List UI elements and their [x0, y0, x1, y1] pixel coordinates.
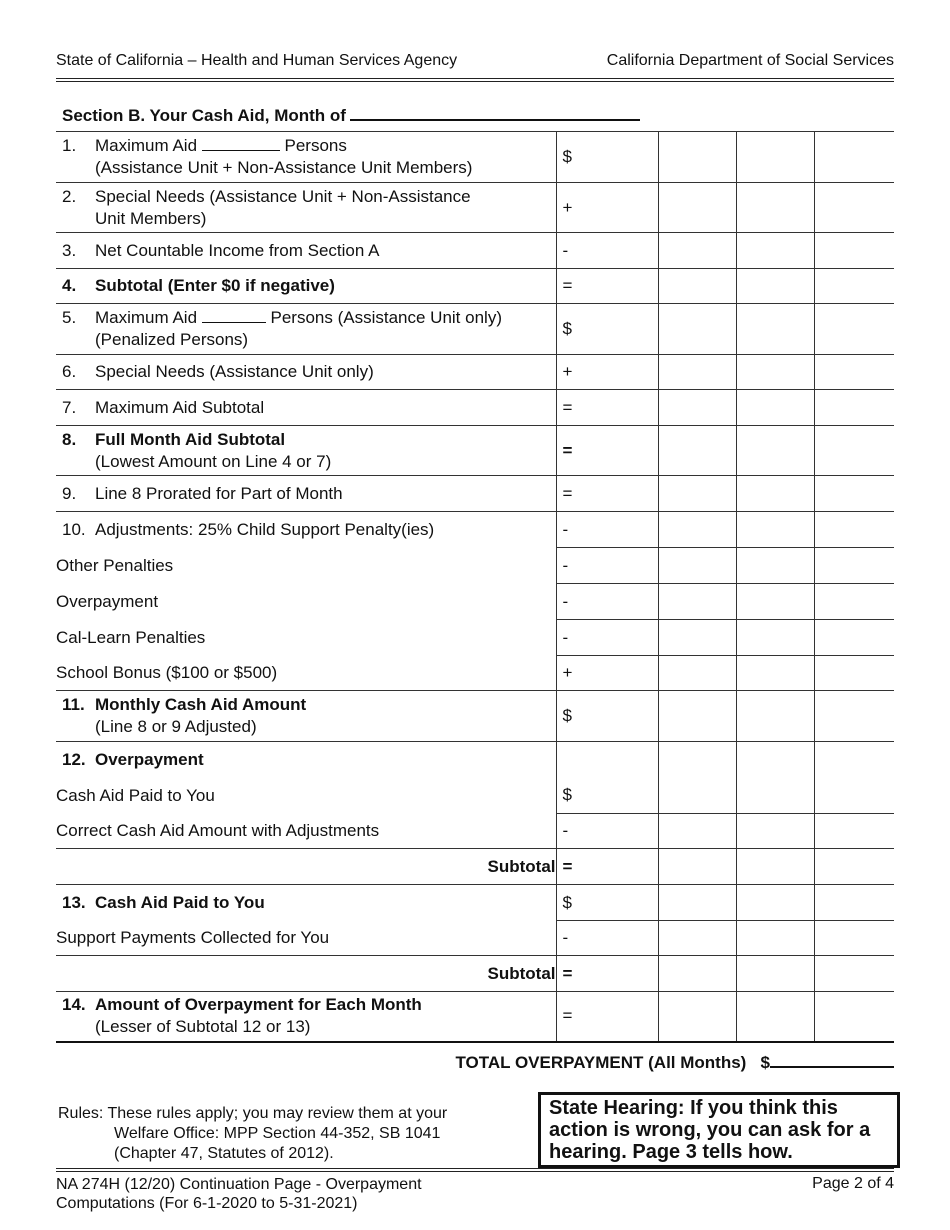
table-row: Cal-Learn Penalties -	[56, 620, 894, 656]
table-row: 3. Net Countable Income from Section A -	[56, 233, 894, 269]
total-overpayment-blank[interactable]	[770, 1050, 894, 1068]
header-rule	[56, 78, 894, 82]
table-row: 8. Full Month Aid Subtotal (Lowest Amount on Line 4 or 7) =	[56, 426, 894, 476]
rules-text: Rules: These rules apply; you may review them at your Welfare Office: MPP Section 44-352, SB 1041 (Chapter 47, Statutes of 2012).	[58, 1105, 448, 1162]
table-row: Support Payments Collected for You -	[56, 921, 894, 956]
table-row: Overpayment -	[56, 584, 894, 620]
agency-name: State of California – Health and Human Services Agency	[56, 52, 458, 69]
cash-aid-table	[56, 131, 894, 1043]
table-row: Correct Cash Aid Amount with Adjustments -	[56, 814, 894, 849]
persons-blank[interactable]	[202, 136, 280, 151]
state-hearing-notice: State Hearing: If you think this action is wrong, you can ask for a hearing. Page 3 tells how.	[538, 1092, 900, 1168]
table-row: 2. Special Needs (Assistance Unit + Non-Assistance Unit Members) +	[56, 183, 894, 233]
month-blank[interactable]	[350, 103, 640, 121]
table-row: 11. Monthly Cash Aid Amount (Line 8 or 9 Adjusted) $	[56, 691, 894, 742]
table-row: 7. Maximum Aid Subtotal =	[56, 390, 894, 426]
table-row: School Bonus ($100 or $500) +	[56, 656, 894, 691]
total-overpayment	[56, 1050, 894, 1073]
table-row: 13. Cash Aid Paid to You $	[56, 885, 894, 921]
section-title: Section B. Your Cash Aid, Month of	[62, 103, 640, 126]
dollar-sign: $	[760, 1053, 770, 1072]
table-row: Other Penalties -	[56, 548, 894, 584]
table-row: 10. Adjustments: 25% Child Support Penalty(ies) -	[56, 512, 894, 548]
department-name: California Department of Social Services	[606, 52, 894, 69]
table-row: Subtotal =	[56, 849, 894, 885]
total-overpayment-label: TOTAL OVERPAYMENT (All Months)	[455, 1053, 747, 1072]
penalized-persons-blank[interactable]	[202, 308, 266, 323]
footer-rule	[56, 1168, 894, 1172]
table-row: 14. Amount of Overpayment for Each Month (Lesser of Subtotal 12 or 13) =	[56, 992, 894, 1042]
table-row: 1. Maximum Aid Persons (Assistance Unit + Non-Assistance Unit Members) $	[56, 132, 894, 183]
table-row: 12. Overpayment	[56, 742, 894, 778]
table-row: 4. Subtotal (Enter $0 if negative) =	[56, 269, 894, 304]
table-row: 9. Line 8 Prorated for Part of Month =	[56, 476, 894, 512]
table-row: 6. Special Needs (Assistance Unit only) +	[56, 355, 894, 390]
form-identifier: NA 274H (12/20) Continuation Page - Overpayment Computations (For 6-1-2020 to 5-31-2021)	[56, 1176, 422, 1212]
table-row: 5. Maximum Aid Persons (Assistance Unit only) (Penalized Persons) $	[56, 304, 894, 355]
table-row: Subtotal =	[56, 956, 894, 992]
page-header	[56, 52, 894, 70]
table-row: Cash Aid Paid to You $	[56, 778, 894, 814]
page-number: Page 2 of 4	[812, 1175, 894, 1192]
